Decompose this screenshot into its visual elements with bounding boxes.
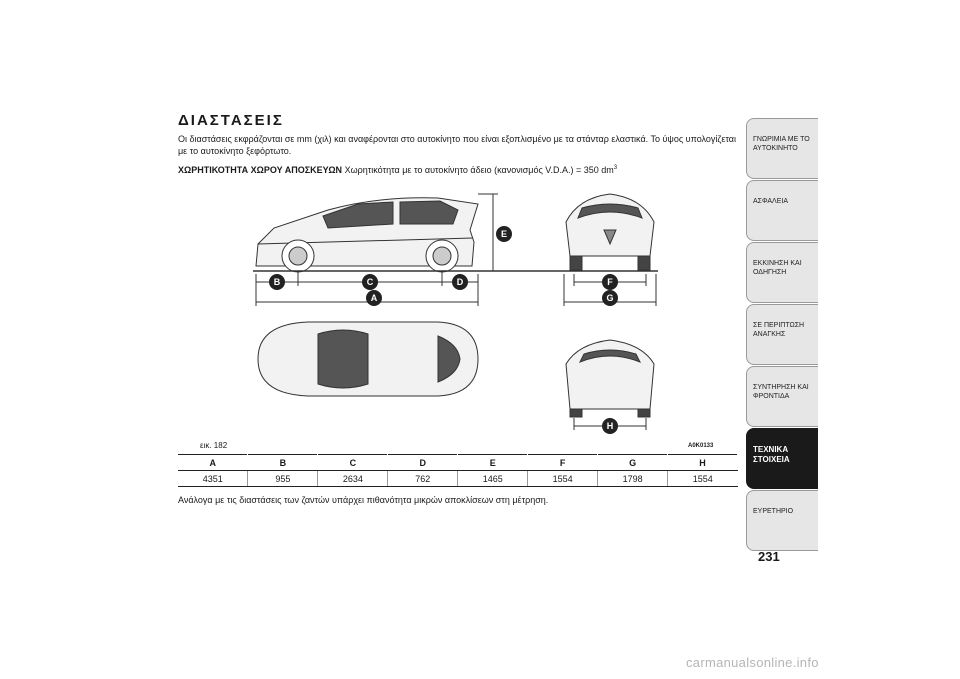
nav-tab-emergency[interactable]: ΣΕ ΠΕΡΙΠΤΩΣΗ ΑΝΑΓΚΗΣ [746, 304, 818, 365]
header-g: G [598, 455, 668, 471]
chapter-nav [746, 118, 818, 552]
header-e: E [458, 455, 528, 471]
badge-g: G [606, 293, 614, 303]
car-dimensions-icon [178, 184, 738, 442]
nav-tab-safety[interactable]: ΑΣΦΑΛΕΙΑ [746, 180, 818, 241]
header-a: A [178, 455, 248, 471]
value-e: 1465 [458, 471, 528, 487]
value-g: 1798 [598, 471, 668, 487]
badge-a: A [370, 293, 378, 303]
car-side-view [256, 198, 478, 272]
badge-e: E [500, 229, 508, 239]
nav-tab-index[interactable]: ΕΥΡΕΤΗΡΙΟ [746, 490, 818, 551]
nav-tab-technical-data[interactable]: ΤΕΧΝΙΚΑ ΣΤΟΙΧΕΙΑ [746, 428, 818, 489]
car-rear-view [566, 340, 654, 417]
badge-b: B [273, 277, 281, 287]
nav-tab-getting-to-know[interactable]: ΓΝΩΡΙΜΙΑ ΜΕ ΤΟ ΑΥΤΟΚΙΝΗΤΟ [746, 118, 818, 179]
header-f: F [528, 455, 598, 471]
nav-tab-maintenance[interactable]: ΣΥΝΤΗΡΗΣΗ ΚΑΙ ΦΡΟΝΤΙΔΑ [746, 366, 818, 427]
dimensions-value-row [178, 471, 738, 487]
car-dimensions-figure [178, 184, 738, 447]
capacity-text: Χωρητικότητα με το αυτοκίνητο άδειο (κανονισμός V.D.A.) = 350 dm [344, 165, 614, 175]
figure-code: A0K0133 [688, 443, 714, 449]
dimensions-table [178, 454, 738, 487]
dimensions-header-row [178, 455, 738, 471]
table-note: Ανάλογα με τις διαστάσεις των ζαντών υπάρχει πιθανότητα μικρών αποκλίσεων στη μέτρηση. [178, 495, 549, 505]
luggage-capacity [178, 162, 738, 176]
capacity-label: ΧΩΡΗΤΙΚΟΤΗΤΑ ΧΩΡΟΥ ΑΠΟΣΚΕΥΩΝ [178, 165, 343, 175]
value-f: 1554 [528, 471, 598, 487]
value-d: 762 [388, 471, 458, 487]
figure-label: εικ. 182 [200, 441, 228, 450]
intro-text: Οι διαστάσεις εκφράζονται σε mm (χιλ) και αναφέρονται στο αυτοκίνητο που είναι εξοπλισμένο με τα στάνταρ ελαστικά. Το ύψος υπολογίζεται με το αυτοκίνητο ξεφόρτωτο. [178, 134, 737, 156]
badge-f: F [607, 277, 613, 287]
watermark: carmanualsonline.info [686, 655, 819, 670]
header-d: D [388, 455, 458, 471]
nav-tab-starting-driving[interactable]: ΕΚΚΙΝΗΣΗ ΚΑΙ ΟΔΗΓΗΣΗ [746, 242, 818, 303]
page-title: ΔΙΑΣΤΑΣΕΙΣ [178, 112, 284, 129]
header-b: B [248, 455, 318, 471]
badge-h: H [606, 421, 614, 431]
car-top-view [258, 322, 478, 396]
value-c: 2634 [318, 471, 388, 487]
header-h: H [668, 455, 738, 471]
badge-c: C [366, 277, 374, 287]
value-a: 4351 [178, 471, 248, 487]
page-number: 231 [758, 549, 780, 564]
car-front-view [566, 194, 654, 270]
header-c: C [318, 455, 388, 471]
value-b: 955 [248, 471, 318, 487]
capacity-unit-exponent: 3 [613, 165, 618, 171]
badge-d: D [456, 277, 464, 287]
value-h: 1554 [668, 471, 738, 487]
